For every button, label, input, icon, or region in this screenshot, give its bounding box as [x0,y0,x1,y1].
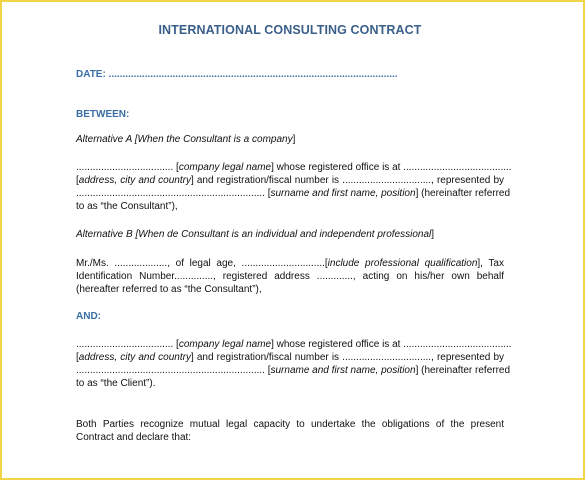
party2-line-3 [76,364,511,377]
party2-line-1-a: ................................... [ [76,339,179,350]
party2-line-1-c: ] whose registered office is at ....................................... [271,339,512,350]
party1-line-4: to as “the Consultant”), [76,201,178,212]
party2-company-name-field: company legal name [178,339,272,350]
party1-line-1-a: ................................... [ [76,162,179,173]
party1-line-3-a: .................................................................... [ [76,188,271,199]
party1-line-3-c: ] (hereinafter referred [415,188,511,199]
party2-line-4: to as “the Client”). [76,378,156,389]
person-line-1 [76,257,504,270]
party2-line-3-a: .................................................................... [ [76,365,271,376]
person-line-1-c: ], Tax [477,258,504,269]
person-line-2: Identification Number.............., registered address ............., acting on his/her own behalf [76,271,504,282]
alternative-b-label [76,228,504,241]
alternative-a-suffix: ] [292,134,296,145]
alternative-b-note: When de Consultant is an individual and independent professional [138,229,432,240]
closing-line-2: Contract and declare that: [76,432,192,443]
party2-block [76,338,512,390]
party2-line-2-c: ] and registration/fiscal number is ................................, represented by [190,352,505,363]
person-qualification-field: include professional qualification [327,258,478,269]
party2-address-field: address, city and country [78,352,191,363]
party2-line-3-c: ] (hereinafter referred [415,365,511,376]
alternative-b-prefix: Alternative B [ [76,229,139,240]
between-heading: BETWEEN: [76,109,130,120]
person-line-3: (hereafter referred to as “the Consultant”), [76,284,262,295]
alternative-a-note: When the Consultant is a company [137,134,293,145]
closing-line-1: Both Parties recognize mutual legal capacity to undertake the obligations of the present [76,419,504,430]
party1-line-3 [76,187,511,200]
party1-line-2 [76,174,504,187]
party1-line-1-c: ] whose registered office is at ....................................... [271,162,512,173]
alternative-a-label [76,133,504,146]
party1-line-1 [76,161,512,174]
party1-line-2-c: ] and registration/fiscal number is ................................, represented by [190,175,505,186]
and-heading: AND: [76,311,101,322]
party1-line-2-a: [ [76,175,79,186]
closing-block [76,418,504,444]
party2-line-2-a: [ [76,352,79,363]
alternative-a-prefix: Alternative A [ [76,134,138,145]
date-line: DATE: ........................................................................................................ [76,69,398,80]
party1-address-field: address, city and country [78,175,191,186]
party1-company-name-field: company legal name [178,162,272,173]
party2-representative-field: surname and first name, position [270,365,416,376]
document-title: INTERNATIONAL CONSULTING CONTRACT [158,23,422,37]
person-block [76,257,504,296]
alternative-b-suffix: ] [431,229,435,240]
party1-block [76,161,512,213]
person-line-1-a: Mr./Ms. ..................., of legal age, ..............................[ [76,258,328,269]
party2-line-2 [76,351,504,364]
party1-representative-field: surname and first name, position [270,188,416,199]
party2-line-1 [76,338,512,351]
